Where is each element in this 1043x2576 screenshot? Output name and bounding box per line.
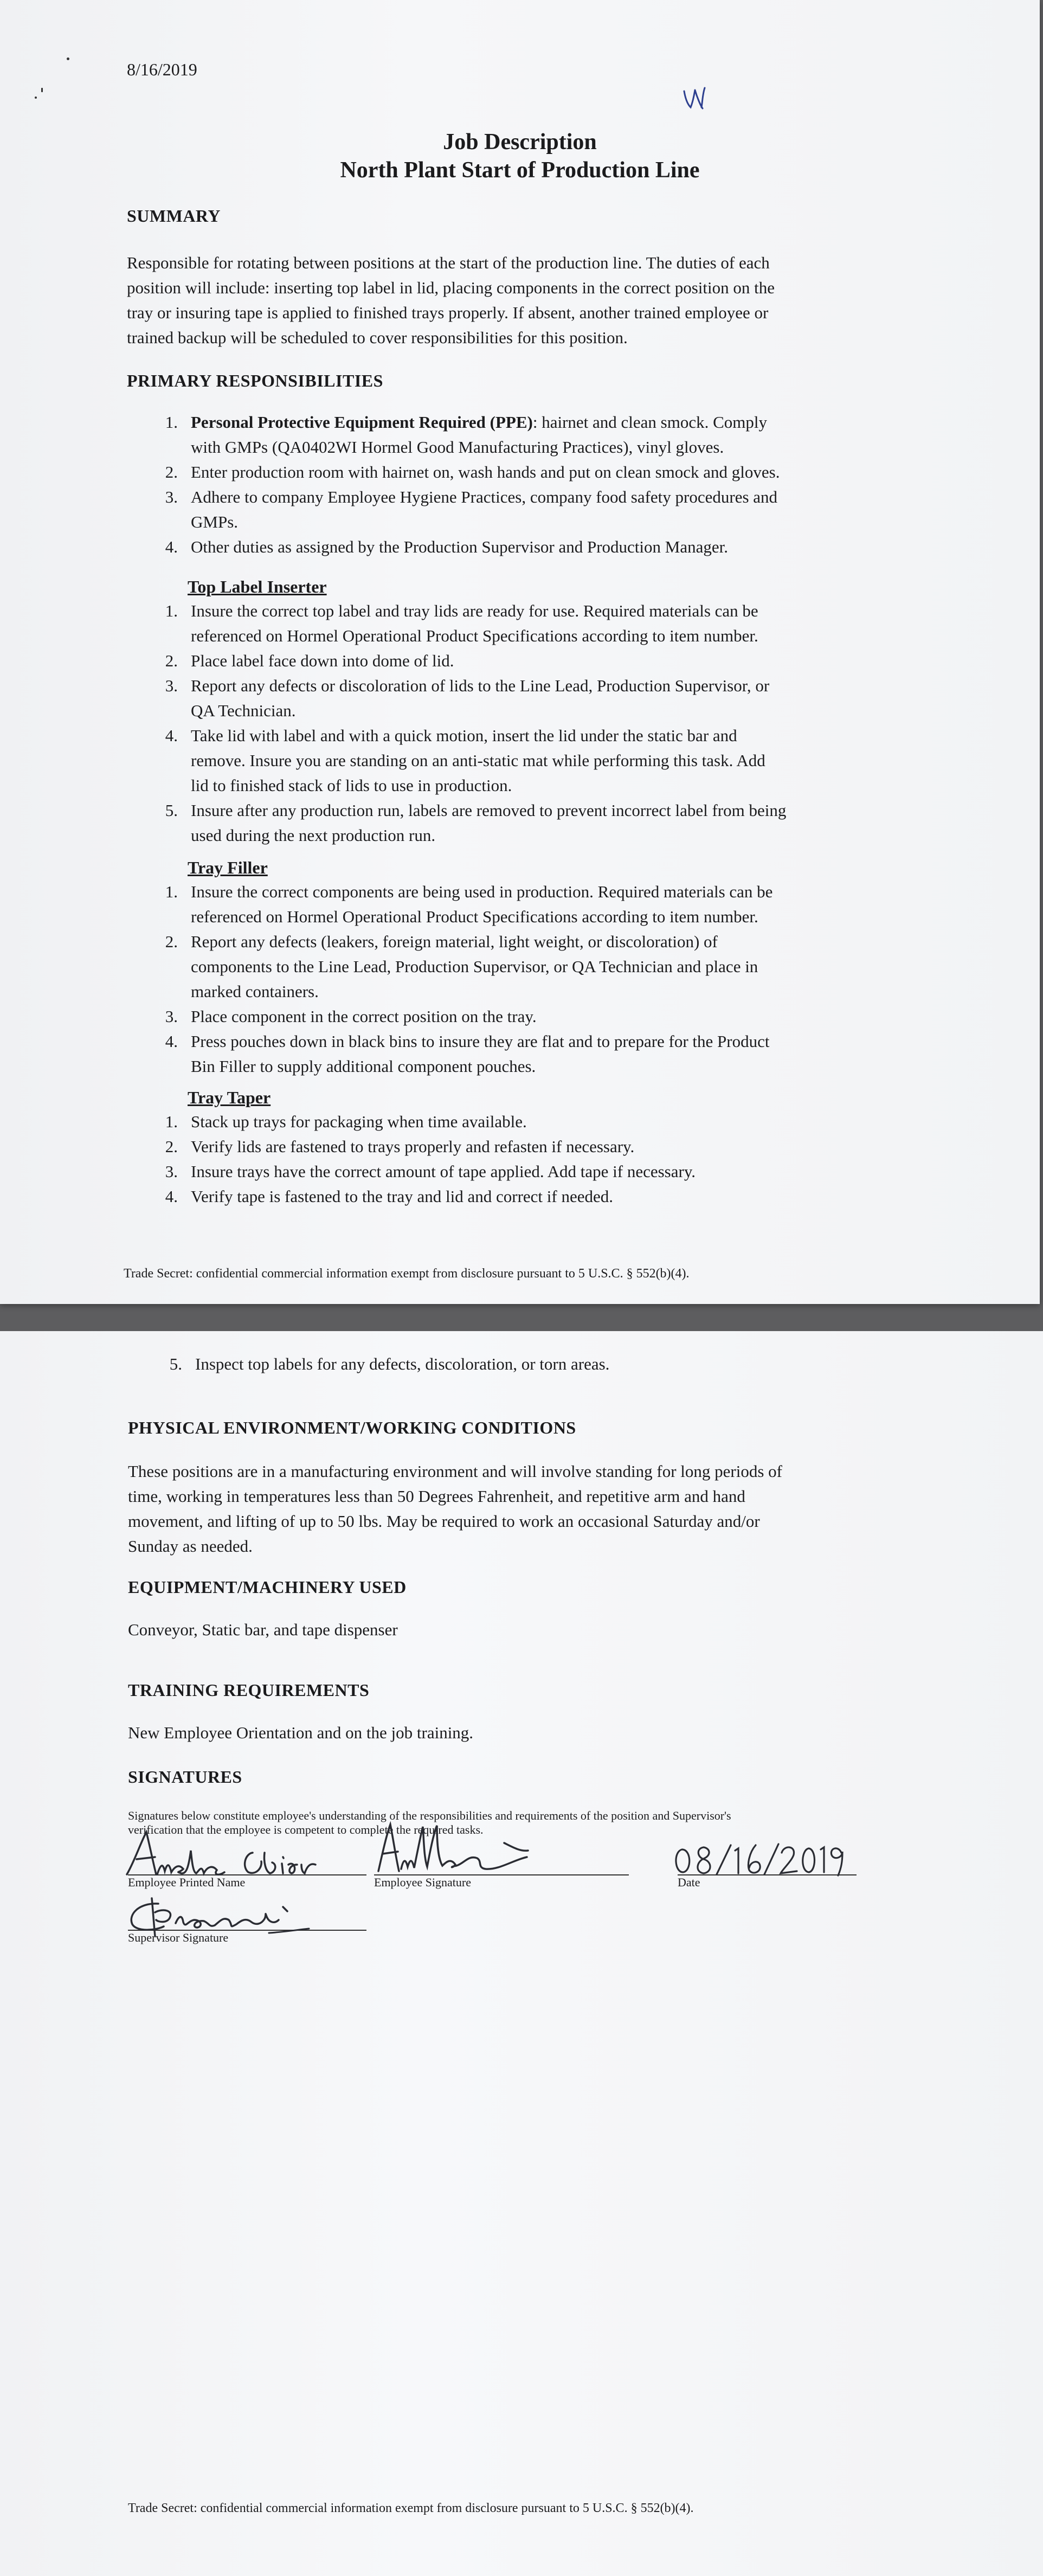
list-text: Report any defects or discoloration of lids to the Line Lead, Production Supervisor, or [191, 676, 770, 695]
document-title: Job Description [443, 130, 597, 155]
list-text: Other duties as assigned by the Production Supervisor and Production Manager. [191, 537, 728, 556]
list-number: 2. [165, 1137, 178, 1156]
list-number: 5. [169, 1354, 182, 1373]
signatures-heading: SIGNATURES [128, 1767, 242, 1787]
summary-line: trained backup will be scheduled to cover responsibilities for this position. [127, 328, 628, 347]
physical-line: Sunday as needed. [128, 1537, 253, 1556]
handwritten-supervisor-signature [123, 1893, 404, 1942]
scan-speck [41, 88, 43, 92]
equipment-heading: EQUIPMENT/MACHINERY USED [128, 1577, 407, 1597]
tray-filler-heading: Tray Filler [188, 858, 268, 877]
list-text: components to the Line Lead, Production Supervisor, or QA Technician and place in [191, 957, 758, 976]
list-text: Inspect top labels for any defects, discoloration, or torn areas. [195, 1354, 610, 1373]
list-number: 4. [165, 1187, 178, 1206]
list-text: Insure the correct components are being used in production. Required materials can be [191, 882, 773, 901]
list-text: Press pouches down in black bins to insure they are flat and to prepare for the Product [191, 1032, 770, 1051]
list-number: 3. [165, 487, 178, 506]
list-text: : hairnet and clean smock. Comply [532, 413, 768, 432]
signature-statement: Signatures below constitute employee's understanding of the responsibilities and requirements of the position and Supervisor's [128, 1809, 731, 1822]
physical-environment-heading: PHYSICAL ENVIRONMENT/WORKING CONDITIONS [128, 1418, 576, 1437]
date-label: Date [678, 1875, 700, 1889]
employee-signature-label: Employee Signature [374, 1875, 472, 1889]
list-number: 2. [165, 462, 178, 481]
summary-line: Responsible for rotating between positions at the start of the production line. The duties of each [127, 253, 770, 272]
list-text: Insure after any production run, labels are removed to prevent incorrect label from being [191, 801, 787, 820]
list-text: used during the next production run. [191, 826, 436, 845]
handwritten-employee-signature [371, 1819, 550, 1876]
document-date: 8/16/2019 [127, 60, 197, 79]
list-number: 1. [165, 601, 178, 620]
list-text: Insure trays have the correct amount of tape applied. Add tape if necessary. [191, 1162, 696, 1181]
summary-line: tray or insuring tape is applied to finished trays properly. If absent, another trained employee or [127, 303, 769, 322]
list-text: Adhere to company Employee Hygiene Practices, company food safety procedures and [191, 487, 778, 506]
summary-heading: SUMMARY [127, 206, 221, 226]
summary-line: position will include: inserting top label in lid, placing components in the correct position on the [127, 278, 775, 297]
list-text: marked containers. [191, 982, 319, 1001]
document-page-2 [0, 1331, 1043, 2576]
supervisor-signature-label: Supervisor Signature [128, 1931, 229, 1944]
training-heading: TRAINING REQUIREMENTS [128, 1680, 370, 1700]
handwritten-printed-name [123, 1829, 377, 1878]
physical-line: movement, and lifting of up to 50 lbs. May be required to work an occasional Saturday and/or [128, 1512, 760, 1531]
list-text: referenced on Hormel Operational Product Specifications according to item number. [191, 907, 758, 926]
list-number: 1. [165, 413, 178, 432]
scan-speck [35, 97, 37, 99]
ppe-label: Personal Protective Equipment Required (PPE) [191, 413, 533, 432]
list-text: Bin Filler to supply additional component pouches. [191, 1057, 536, 1076]
list-text: Place component in the correct position on the tray. [191, 1007, 537, 1026]
list-text: referenced on Hormel Operational Product Specifications according to item number. [191, 626, 758, 645]
training-text: New Employee Orientation and on the job training. [128, 1723, 474, 1742]
list-text: QA Technician. [191, 701, 296, 720]
list-number: 4. [165, 1032, 178, 1051]
list-text: Verify tape is fastened to the tray and lid and correct if needed. [191, 1187, 613, 1206]
handwritten-date [670, 1836, 849, 1880]
list-text: Insure the correct top label and tray lids are ready for use. Required materials can be [191, 601, 758, 620]
printed-name-label: Employee Printed Name [128, 1875, 246, 1889]
list-number: 2. [165, 932, 178, 951]
trade-secret-footer: Trade Secret: confidential commercial information exempt from disclosure pursuant to 5 U.S.C. § 552(b)(4). [124, 1267, 690, 1281]
list-text: Verify lids are fastened to trays properly and refasten if necessary. [191, 1137, 635, 1156]
list-number: 4. [165, 537, 178, 556]
handwritten-initials [681, 81, 708, 114]
list-number: 4. [165, 726, 178, 745]
tray-taper-heading: Tray Taper [188, 1088, 271, 1107]
signature-statement: verification that the employee is competent to complete the required tasks. [128, 1823, 484, 1836]
list-text: remove. Insure you are standing on an anti-static mat while performing this task. Add [191, 751, 765, 770]
list-number: 3. [165, 1162, 178, 1181]
list-number: 3. [165, 1007, 178, 1026]
equipment-text: Conveyor, Static bar, and tape dispenser [128, 1620, 398, 1639]
trade-secret-footer: Trade Secret: confidential commercial information exempt from disclosure pursuant to 5 U.S.C. § 552(b)(4). [128, 2501, 694, 2515]
top-label-inserter-heading: Top Label Inserter [188, 577, 327, 596]
physical-line: time, working in temperatures less than 50 Degrees Fahrenheit, and repetitive arm and hand [128, 1487, 745, 1506]
list-text: Take lid with label and with a quick motion, insert the lid under the static bar and [191, 726, 737, 745]
primary-responsibilities-heading: PRIMARY RESPONSIBILITIES [127, 371, 383, 390]
list-number: 2. [165, 651, 178, 670]
list-number: 1. [165, 1112, 178, 1131]
list-text: lid to finished stack of lids to use in production. [191, 776, 512, 795]
list-number: 3. [165, 676, 178, 695]
list-text: Stack up trays for packaging when time available. [191, 1112, 527, 1131]
list-text: Report any defects (leakers, foreign material, light weight, or discoloration) of [191, 932, 718, 951]
list-number: 1. [165, 882, 178, 901]
list-text: with GMPs (QA0402WI Hormel Good Manufacturing Practices), vinyl gloves. [191, 438, 724, 457]
list-number: 5. [165, 801, 178, 820]
document-subtitle: North Plant Start of Production Line [340, 158, 700, 183]
list-text: Place label face down into dome of lid. [191, 651, 454, 670]
physical-line: These positions are in a manufacturing environment and will involve standing for long periods of [128, 1462, 783, 1481]
scan-speck [67, 57, 69, 60]
list-text: Enter production room with hairnet on, wash hands and put on clean smock and gloves. [191, 462, 780, 481]
list-text: GMPs. [191, 512, 239, 531]
